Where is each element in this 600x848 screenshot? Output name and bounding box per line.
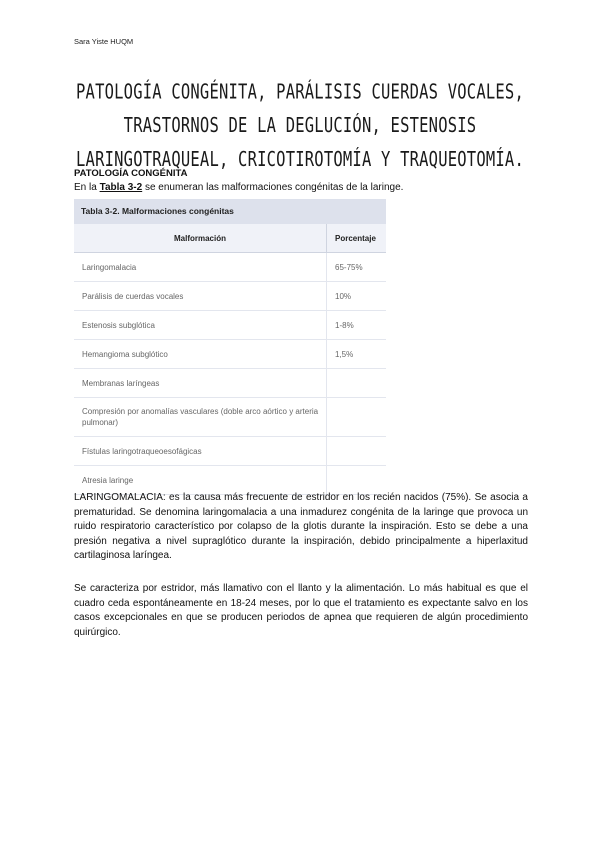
table-reference-link[interactable]: Tabla 3-2: [99, 182, 143, 193]
laringomalacia-paragraph: LARINGOMALACIA: es la causa más frecuente de estridor en los recién nacidos (75%). Se asocia a prematuridad. Se denomina laringomalacia a una inmadurez congénita de la laringe que provoca un ruido respiratorio característico por colapso de la glotis durante la inspiración. Esto se debe a una presión negativa a nivel supraglótico durante la inspiración, debido principalmente a hiperlaxitud cartilaginosa laríngea.: [74, 492, 528, 561]
malformation-name: Fístulas laringotraqueoesofágicas: [74, 437, 327, 466]
header-malformation: Malformación: [74, 224, 327, 253]
table-row: [74, 282, 386, 311]
malformation-percentage: [327, 437, 387, 466]
author-header: Sara Yiste HUQM: [74, 37, 134, 46]
malformation-percentage: [327, 398, 387, 437]
table-row: [74, 311, 386, 340]
malformation-percentage: 1-8%: [327, 311, 387, 340]
table-row: [74, 398, 386, 437]
characteristics-paragraph: Se caracteriza por estridor, más llamativo con el llanto y la alimentación. Lo más habitual es que el cuadro ceda espontáneamente en 18-24 meses, por lo que el tratamiento es expectante salvo en los casos excepcionales en que se producen periodos de apnea que requieren de algún procedimiento quirúrgico.: [74, 583, 528, 638]
table-row: [74, 253, 386, 282]
malformation-name: Hemangioma subglótico: [74, 340, 327, 369]
malformation-name: Parálisis de cuerdas vocales: [74, 282, 327, 311]
malformation-name: Laringomalacia: [74, 253, 327, 282]
malformation-name: Membranas laríngeas: [74, 369, 327, 398]
document-title: PATOLOGÍA CONGÉNITA, PARÁLISIS CUERDAS VOCALES, TRASTORNOS DE LA DEGLUCIÓN, ESTENOSIS LARINGOTRAQUEAL, CRICOTIROTOMÍA Y TRAQUEOTOMÍA.: [76, 80, 524, 172]
table-header-row: [74, 224, 386, 253]
malformation-percentage: 10%: [327, 282, 387, 311]
intro-suffix: se enumeran las malformaciones congénitas de la laringe.: [142, 182, 404, 193]
header-percentage: Porcentaje: [327, 224, 387, 253]
section-title: PATOLOGÍA CONGÉNITA: [74, 168, 188, 179]
malformation-name: Atresia laringe: [74, 466, 327, 495]
malformation-percentage: 1,5%: [327, 340, 387, 369]
malformation-name: Compresión por anomalías vasculares (doble arco aórtico y arteria pulmonar): [74, 398, 327, 437]
table-row: [74, 340, 386, 369]
intro-prefix: En la: [74, 182, 100, 193]
table-row: [74, 437, 386, 466]
malformation-percentage: [327, 369, 387, 398]
intro-text: [74, 182, 403, 193]
malformation-percentage: 65-75%: [327, 253, 387, 282]
table-caption: Tabla 3-2. Malformaciones congénitas: [74, 199, 386, 224]
table-row: [74, 369, 386, 398]
malformations-table: [74, 199, 386, 495]
malformation-name: Estenosis subglótica: [74, 311, 327, 340]
